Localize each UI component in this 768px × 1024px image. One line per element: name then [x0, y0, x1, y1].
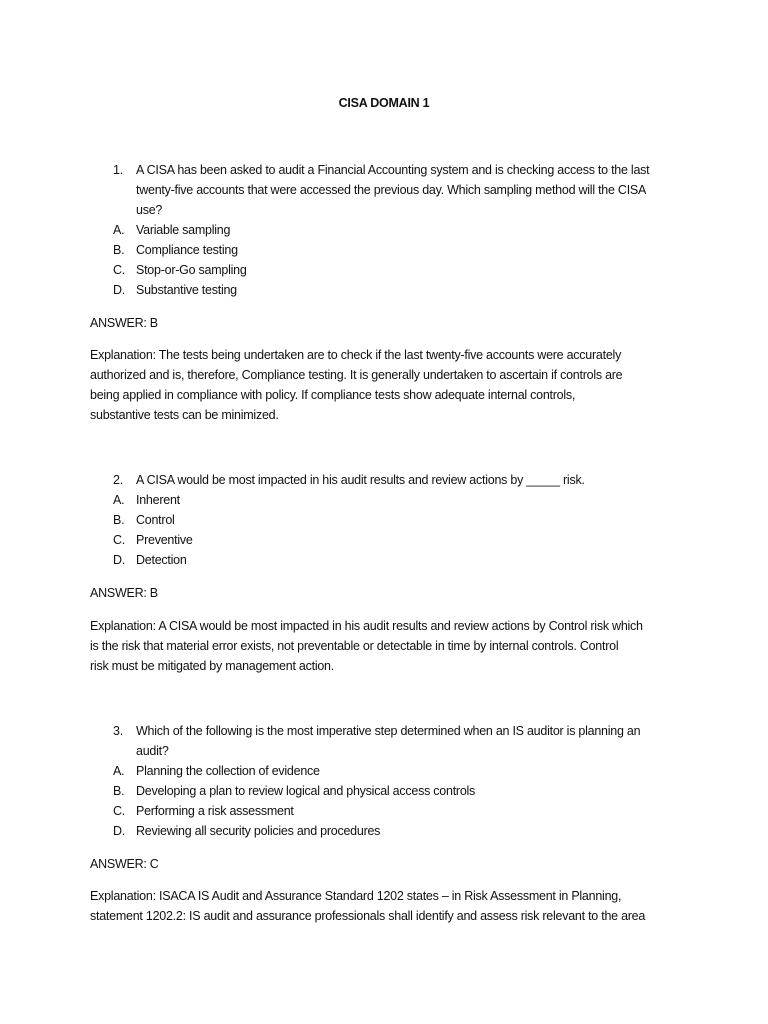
answer-block-3	[90, 854, 159, 874]
answer-label: ANSWER: B	[90, 586, 158, 600]
option-text: Control	[136, 513, 175, 527]
question-line	[113, 470, 585, 490]
indent-spacer	[113, 200, 136, 220]
option-letter: B.	[113, 513, 125, 527]
option-item	[113, 280, 649, 300]
option-text: Inherent	[136, 493, 180, 507]
explanation-line: being applied in compliance with policy. If compliance tests show adequate internal controls,	[90, 388, 576, 402]
explanation-block-2	[90, 616, 643, 676]
explanation-line: Explanation: The tests being undertaken are to check if the last twenty-five accounts were accurately	[90, 348, 622, 362]
option-letter: A.	[113, 223, 125, 237]
option-item	[113, 801, 640, 821]
option-letter: A.	[113, 764, 125, 778]
question-number: 1.	[113, 163, 123, 177]
question-text-line: Which of the following is the most imperative step determined when an IS auditor is planning an	[136, 724, 641, 738]
answer-block-2	[90, 583, 158, 603]
option-text: Preventive	[136, 533, 193, 547]
question-text-line: use?	[136, 203, 163, 217]
option-letter: B.	[113, 243, 125, 257]
option-item	[113, 260, 649, 280]
option-letter: D.	[113, 283, 125, 297]
question-number: 3.	[113, 724, 123, 738]
question-block-1	[113, 160, 649, 300]
option-item	[113, 220, 649, 240]
explanation-line: statement 1202.2: IS audit and assurance professionals shall identify and assess risk relevant to the area	[90, 909, 646, 923]
question-text-line: A CISA would be most impacted in his audit results and review actions by _____ risk.	[136, 473, 585, 487]
document-title: CISA DOMAIN 1	[338, 96, 430, 110]
option-item	[113, 550, 585, 570]
option-item	[113, 510, 585, 530]
option-letter: A.	[113, 493, 125, 507]
option-text: Planning the collection of evidence	[136, 764, 320, 778]
option-item	[113, 490, 585, 510]
question-line	[113, 200, 649, 220]
option-text: Reviewing all security policies and procedures	[136, 824, 381, 838]
answer-block-1	[90, 313, 158, 333]
option-text: Substantive testing	[136, 283, 237, 297]
option-text: Stop-or-Go sampling	[136, 263, 247, 277]
question-block-3	[113, 721, 640, 841]
question-line	[113, 160, 649, 180]
explanation-block-3	[90, 886, 645, 926]
explanation-block-1	[90, 345, 622, 425]
question-number: 2.	[113, 473, 123, 487]
explanation-line: Explanation: A CISA would be most impacted in his audit results and review actions by Control risk which	[90, 619, 643, 633]
option-item	[113, 761, 640, 781]
option-letter: D.	[113, 824, 125, 838]
option-text: Developing a plan to review logical and physical access controls	[136, 784, 476, 798]
option-item	[113, 240, 649, 260]
explanation-line: Explanation: ISACA IS Audit and Assurance Standard 1202 states – in Risk Assessment in Planning,	[90, 889, 622, 903]
explanation-line: risk must be mitigated by management action.	[90, 659, 334, 673]
indent-spacer	[113, 741, 136, 761]
option-item	[113, 781, 640, 801]
question-text-line: audit?	[136, 744, 169, 758]
question-block-2	[113, 470, 585, 570]
explanation-line: is the risk that material error exists, not preventable or detectable in time by internal controls. Control	[90, 639, 619, 653]
option-letter: C.	[113, 263, 125, 277]
option-text: Variable sampling	[136, 223, 231, 237]
option-text: Performing a risk assessment	[136, 804, 294, 818]
option-letter: D.	[113, 553, 125, 567]
question-text-line: twenty-five accounts that were accessed the previous day. Which sampling method will the CISA	[136, 183, 647, 197]
option-text: Detection	[136, 553, 187, 567]
explanation-line: authorized and is, therefore, Compliance testing. It is generally undertaken to ascertain if controls are	[90, 368, 623, 382]
answer-label: ANSWER: B	[90, 316, 158, 330]
indent-spacer	[113, 180, 136, 200]
option-item	[113, 821, 640, 841]
option-text: Compliance testing	[136, 243, 238, 257]
option-letter: B.	[113, 784, 125, 798]
question-line	[113, 180, 649, 200]
explanation-line: substantive tests can be minimized.	[90, 408, 279, 422]
option-item	[113, 530, 585, 550]
option-letter: C.	[113, 533, 125, 547]
question-text-line: A CISA has been asked to audit a Financial Accounting system and is checking access to the last	[136, 163, 650, 177]
question-line	[113, 741, 640, 761]
question-line	[113, 721, 640, 741]
answer-label: ANSWER: C	[90, 857, 159, 871]
option-letter: C.	[113, 804, 125, 818]
